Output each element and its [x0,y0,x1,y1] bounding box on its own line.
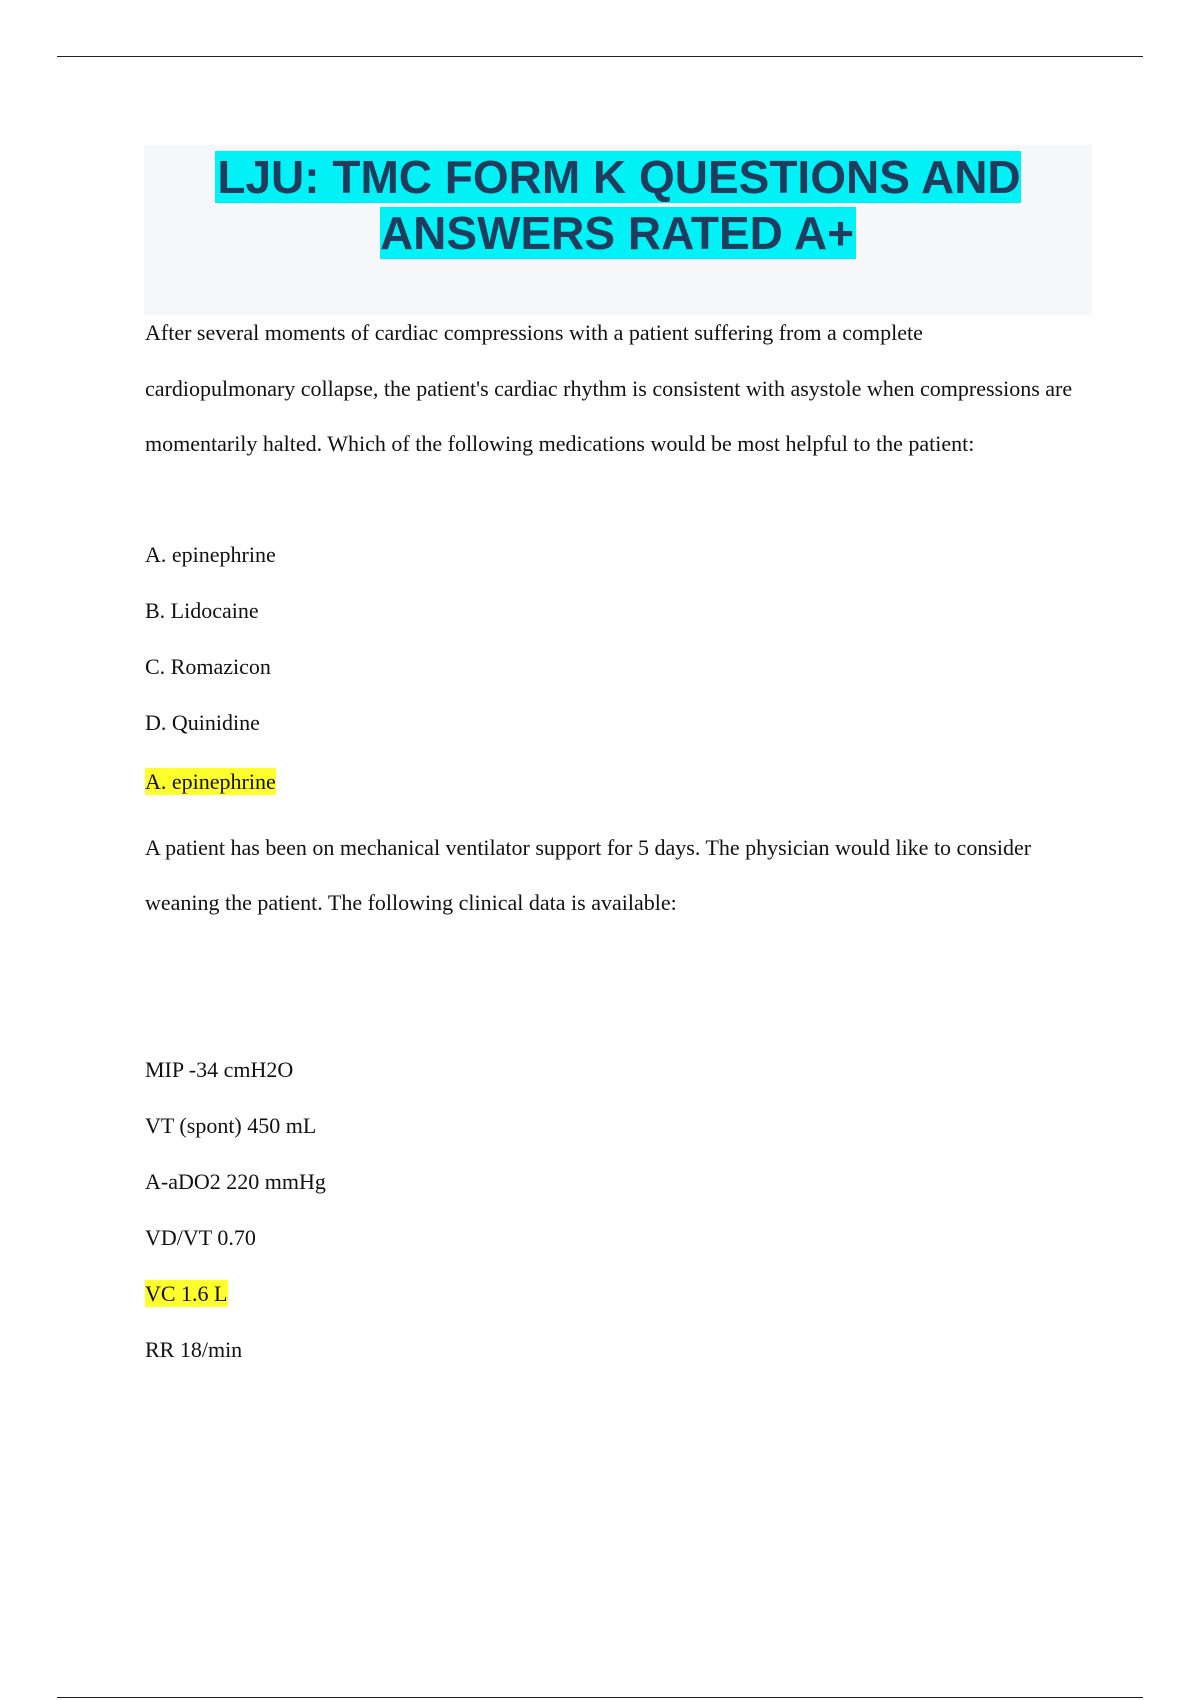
question-1-answer [145,765,1075,799]
document-body [145,305,1075,1378]
bottom-rule [57,1697,1143,1698]
question-1-option-b: B. Lidocaine [145,597,259,623]
data-rr: RR 18/min [145,1336,243,1362]
data-vd-vt: VD/VT 0.70 [145,1224,256,1250]
top-rule [57,56,1143,57]
question-1-option-a: A. epinephrine [145,541,276,567]
title-panel [144,145,1092,315]
title-highlight: LJU: TMC FORM K QUESTIONS AND ANSWERS RATED A+ [217,151,1021,259]
question-1-option-c: C. Romazicon [145,653,271,679]
question-1-option-d: D. Quinidine [145,709,260,735]
question-1-prompt: After several moments of cardiac compressions with a patient suffering from a complete cardiopulmonary collapse, the patient's cardiac rhythm is consistent with asystole when compressions are momentarily halted. Which of the following medications would be most helpful to the patient: [145,320,1073,456]
question-2-prompt: A patient has been on mechanical ventilator support for 5 days. The physician would like to consider weaning the patient. The following clinical data is available: [145,834,1032,915]
data-vt-spont: VT (spont) 450 mL [145,1112,317,1138]
data-mip: MIP -34 cmH2O [145,1056,294,1082]
data-vc [145,1266,1075,1322]
data-a-ado2: A-aDO2 220 mmHg [145,1168,326,1194]
data-vc-highlight: VC 1.6 L [145,1280,228,1306]
document-title [144,145,1092,261]
answer-highlight: A. epinephrine [145,768,276,794]
